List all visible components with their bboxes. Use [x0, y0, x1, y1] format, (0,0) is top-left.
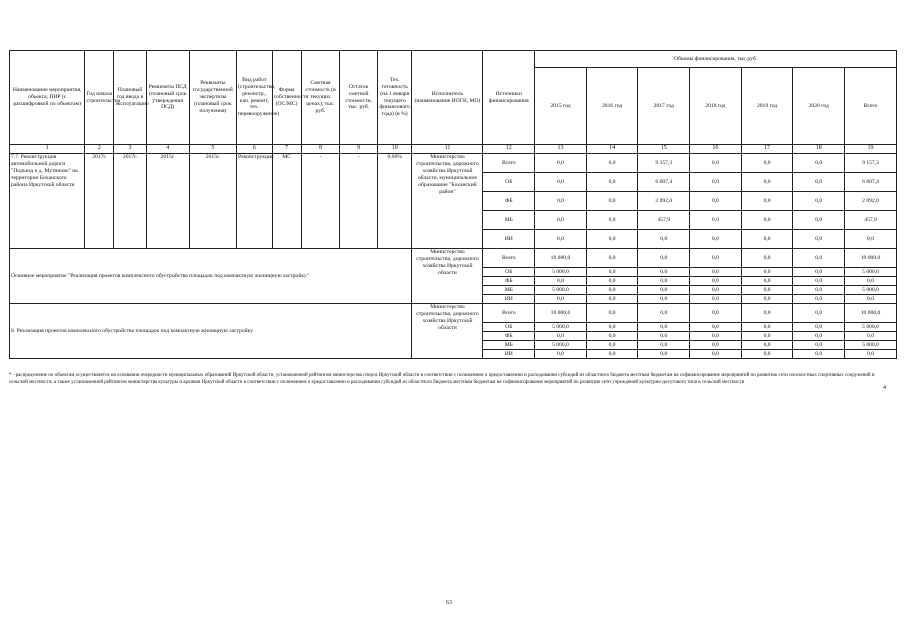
- funding-value: 0,0: [845, 332, 897, 341]
- funding-value: 0,0: [845, 295, 897, 304]
- table-row: [10, 249, 897, 268]
- funding-value: 0,0: [535, 192, 587, 211]
- section3-name: 8. Реализация проектов комплексного обустройства площадок под компактную жилищную застройку: [10, 304, 412, 359]
- column-number: 4: [146, 145, 189, 154]
- column-number: 16: [690, 145, 742, 154]
- section3-executor: Министерство строительства, дорожного хозяйства Иркутской области: [412, 304, 483, 359]
- column-number: 5: [189, 145, 236, 154]
- funding-value: 5 000,0: [845, 341, 897, 350]
- funding-value: 0,0: [586, 332, 638, 341]
- funding-value: 0,0: [741, 286, 793, 295]
- header-ownership: Форма собственности (ОС/МС): [272, 51, 301, 145]
- funding-source: Всего: [483, 249, 535, 268]
- object-start-year: 2017г.: [85, 154, 114, 249]
- funding-value: 5 000,0: [845, 323, 897, 332]
- funding-value: 0,0: [586, 211, 638, 230]
- column-number: 18: [793, 145, 845, 154]
- funding-source: ИИ: [483, 230, 535, 249]
- funding-value: 5 000,0: [845, 286, 897, 295]
- section2-name: Основное мероприятие "Реализация проектов комплексного обустройства площадок под компактную жилищную застройку": [10, 249, 412, 304]
- funding-source: Всего: [483, 304, 535, 323]
- funding-source: МБ: [483, 341, 535, 350]
- funding-value: 0,0: [535, 173, 587, 192]
- funding-value: 5 000,0: [535, 341, 587, 350]
- column-number: 15: [638, 145, 690, 154]
- funding-value: 0,0: [741, 341, 793, 350]
- funding-value: 0,0: [793, 277, 845, 286]
- funding-value: 0,0: [690, 192, 742, 211]
- header-year: 2019 год: [741, 68, 793, 145]
- header-name: Наименование мероприятия, объекта, ПИР (с расшифровкой по объектам): [10, 51, 85, 145]
- funding-value: 0,0: [690, 277, 742, 286]
- funding-value: 0,0: [793, 154, 845, 173]
- column-number: 9: [340, 145, 378, 154]
- funding-value: 0,0: [793, 173, 845, 192]
- funding-value: 0,0: [638, 249, 690, 268]
- funding-value: 0,0: [690, 211, 742, 230]
- funding-value: 0,0: [741, 304, 793, 323]
- funding-value: 0,0: [586, 249, 638, 268]
- funding-value: 0,0: [741, 323, 793, 332]
- table-row: [10, 304, 897, 323]
- funding-value: 0,0: [535, 350, 587, 359]
- funding-value: 0,0: [793, 323, 845, 332]
- funding-value: 0,0: [586, 295, 638, 304]
- funding-value: 0,0: [638, 286, 690, 295]
- funding-value: 0,0: [690, 295, 742, 304]
- funding-value: 0,0: [638, 268, 690, 277]
- header-year: 2017 год: [638, 68, 690, 145]
- column-number: 2: [85, 145, 114, 154]
- funding-value: 0,0: [741, 211, 793, 230]
- footnote: * - распределение по объектам осуществляется на основании очередности муниципальных образований Иркутской области, установленной рейтингом министерства спорта Иркутской области в соответствии с положением о предоставлении и расходовании субсидий из областного бюджета местным бюджетам на софинансирование мероприятий по развитию сети плоскостных спортивных сооружений в сельской местности, а также установленной рейтингом министерства культуры и архивов Иркутской области в соответствии с положением о предоставлении и расходовании субсидий из областного бюджета местным бюджетам на софинансирование мероприятий по развитию сети учреждений культурно-досугового типа в сельской местности: [9, 373, 875, 385]
- header-psd: Реквизиты ПСД (плановый срок утверждения ПСД): [146, 51, 189, 145]
- funding-value: 0,0: [690, 249, 742, 268]
- header-plan-year: Плановый год ввода в эксплуатацию: [114, 51, 146, 145]
- funding-value: 0,0: [638, 277, 690, 286]
- funding-value: 0,0: [586, 341, 638, 350]
- funding-value: 0,0: [535, 211, 587, 230]
- column-number: 11: [412, 145, 483, 154]
- funding-value: 0,0: [793, 192, 845, 211]
- object-psd: 2015г.: [146, 154, 189, 249]
- funding-value: 0,0: [586, 173, 638, 192]
- header-start-year: Год начала строительства: [85, 51, 114, 145]
- funding-value: 0,0: [793, 332, 845, 341]
- funding-value: 0,0: [793, 249, 845, 268]
- funding-source: ФБ: [483, 192, 535, 211]
- funding-source: ИИ: [483, 295, 535, 304]
- funding-table: [9, 50, 897, 359]
- header-expertise: Реквизиты государственной экспертизы (плановый срок получения): [189, 51, 236, 145]
- funding-value: 5 000,0: [845, 268, 897, 277]
- funding-value: 0,0: [741, 230, 793, 249]
- object-work-type: Реконструкция: [237, 154, 273, 249]
- funding-value: 6 607,4: [638, 173, 690, 192]
- funding-value: 0,0: [586, 277, 638, 286]
- funding-value: 0,0: [690, 230, 742, 249]
- header-year: Всего: [845, 68, 897, 145]
- section2-executor: Министерство строительства, дорожного хозяйства Иркутской области: [412, 249, 483, 304]
- header-row: [10, 51, 897, 68]
- funding-value: 0,0: [741, 268, 793, 277]
- funding-value: 10 000,0: [535, 304, 587, 323]
- funding-value: 0,0: [845, 277, 897, 286]
- funding-value: 2 092,0: [845, 192, 897, 211]
- funding-value: 0,0: [741, 295, 793, 304]
- funding-value: 0,0: [586, 154, 638, 173]
- funding-value: 5 000,0: [535, 323, 587, 332]
- header-executor: Исполнитель (наименование ИОГВ, МО): [412, 51, 483, 145]
- funding-value: 0,0: [793, 304, 845, 323]
- funding-value: 0,0: [638, 341, 690, 350]
- header-sources: Источники финансирования: [483, 51, 535, 145]
- funding-value: 0,0: [690, 332, 742, 341]
- header-year: 2018 год: [690, 68, 742, 145]
- funding-value: 5 000,0: [535, 268, 587, 277]
- funding-value: 0,0: [690, 173, 742, 192]
- funding-value: 0,0: [586, 304, 638, 323]
- column-number: 19: [845, 145, 897, 154]
- column-number: 12: [483, 145, 535, 154]
- object-est-cost: -: [301, 154, 340, 249]
- funding-value: 0,0: [741, 350, 793, 359]
- column-number-row: [10, 145, 897, 154]
- column-number: 10: [378, 145, 412, 154]
- column-number: 3: [114, 145, 146, 154]
- funding-value: 0,0: [638, 350, 690, 359]
- column-number: 13: [535, 145, 587, 154]
- funding-source: Всего: [483, 154, 535, 173]
- object-plan-year: 2017г.: [114, 154, 146, 249]
- funding-value: 0,0: [535, 277, 587, 286]
- object-name: 7.7. Реконструкция автомобильной дороги "Подъезд к д. Мутиново" на территории Боханского района Иркутской области: [10, 154, 85, 249]
- column-number: 17: [741, 145, 793, 154]
- column-number: 7: [272, 145, 301, 154]
- side-mark: 4: [883, 385, 886, 391]
- funding-value: 2 092,0: [638, 192, 690, 211]
- funding-value: 0,0: [690, 341, 742, 350]
- funding-value: 0,0: [586, 192, 638, 211]
- header-year: 2020 год: [793, 68, 845, 145]
- object-readiness: 0,00%: [378, 154, 412, 249]
- column-number: 6: [237, 145, 273, 154]
- funding-value: 10 000,0: [845, 249, 897, 268]
- funding-value: 0,0: [793, 268, 845, 277]
- funding-source: ИИ: [483, 350, 535, 359]
- funding-value: 0,0: [741, 154, 793, 173]
- funding-source: ОБ: [483, 268, 535, 277]
- header-readiness: Тех. готовность (на 1 января текущего финансового года) (в %): [378, 51, 412, 145]
- funding-value: 0,0: [535, 295, 587, 304]
- funding-value: 0,0: [741, 277, 793, 286]
- funding-value: 0,0: [793, 211, 845, 230]
- funding-value: 457,9: [845, 211, 897, 230]
- funding-source: ОБ: [483, 323, 535, 332]
- funding-source: ФБ: [483, 332, 535, 341]
- table-row: [10, 154, 897, 173]
- funding-value: 0,0: [638, 332, 690, 341]
- object-expertise: 2015г.: [189, 154, 236, 249]
- funding-value: 0,0: [741, 249, 793, 268]
- funding-value: 0,0: [793, 295, 845, 304]
- funding-value: 0,0: [638, 230, 690, 249]
- funding-value: 457,9: [638, 211, 690, 230]
- funding-value: 0,0: [741, 173, 793, 192]
- header-funding: Объемы финансирования, тыс.руб.: [535, 51, 897, 68]
- header-year: 2015 год: [535, 68, 587, 145]
- object-remainder: -: [340, 154, 378, 249]
- column-number: 14: [586, 145, 638, 154]
- header-year: 2016 год: [586, 68, 638, 145]
- funding-value: 10 000,0: [535, 249, 587, 268]
- funding-source: ОБ: [483, 173, 535, 192]
- funding-value: 0,0: [741, 192, 793, 211]
- funding-value: 0,0: [535, 154, 587, 173]
- funding-value: 0,0: [638, 323, 690, 332]
- funding-value: 0,0: [535, 230, 587, 249]
- funding-value: 0,0: [586, 230, 638, 249]
- funding-value: 0,0: [586, 268, 638, 277]
- header-remainder: Остаток сметной стоимости, тыс. руб.: [340, 51, 378, 145]
- column-number: 8: [301, 145, 340, 154]
- funding-value: 0,0: [586, 286, 638, 295]
- funding-value: 0,0: [793, 230, 845, 249]
- header-est-cost: Сметная стоимость (в текущих ценах), тыс. руб.: [301, 51, 340, 145]
- funding-value: 0,0: [793, 341, 845, 350]
- funding-value: 0,0: [741, 332, 793, 341]
- header-work-type: Вид работ (строительство, реконстр., кап. ремонт, тех. перевооружение): [237, 51, 273, 145]
- funding-value: 9 157,3: [845, 154, 897, 173]
- page-number: 63: [446, 600, 452, 606]
- funding-value: 9 157,3: [638, 154, 690, 173]
- object-ownership: МС: [272, 154, 301, 249]
- funding-value: 0,0: [793, 286, 845, 295]
- funding-value: 0,0: [690, 350, 742, 359]
- funding-value: 6 607,4: [845, 173, 897, 192]
- funding-value: 0,0: [690, 323, 742, 332]
- funding-value: 0,0: [690, 304, 742, 323]
- funding-value: 0,0: [535, 332, 587, 341]
- funding-value: 0,0: [690, 154, 742, 173]
- funding-source: МБ: [483, 211, 535, 230]
- object-executor: Министерство строительства, дорожного хозяйства Иркутской области, муниципальное образование "Боханский район": [412, 154, 483, 249]
- funding-value: 0,0: [690, 286, 742, 295]
- funding-value: 0,0: [638, 295, 690, 304]
- funding-value: 0,0: [793, 350, 845, 359]
- funding-value: 5 000,0: [535, 286, 587, 295]
- column-number: 1: [10, 145, 85, 154]
- funding-value: 0,0: [845, 230, 897, 249]
- funding-value: 0,0: [586, 350, 638, 359]
- funding-value: 0,0: [586, 323, 638, 332]
- funding-value: 0,0: [690, 268, 742, 277]
- funding-value: 0,0: [845, 350, 897, 359]
- funding-source: МБ: [483, 286, 535, 295]
- funding-value: 0,0: [638, 304, 690, 323]
- funding-value: 10 000,0: [845, 304, 897, 323]
- funding-source: ФБ: [483, 277, 535, 286]
